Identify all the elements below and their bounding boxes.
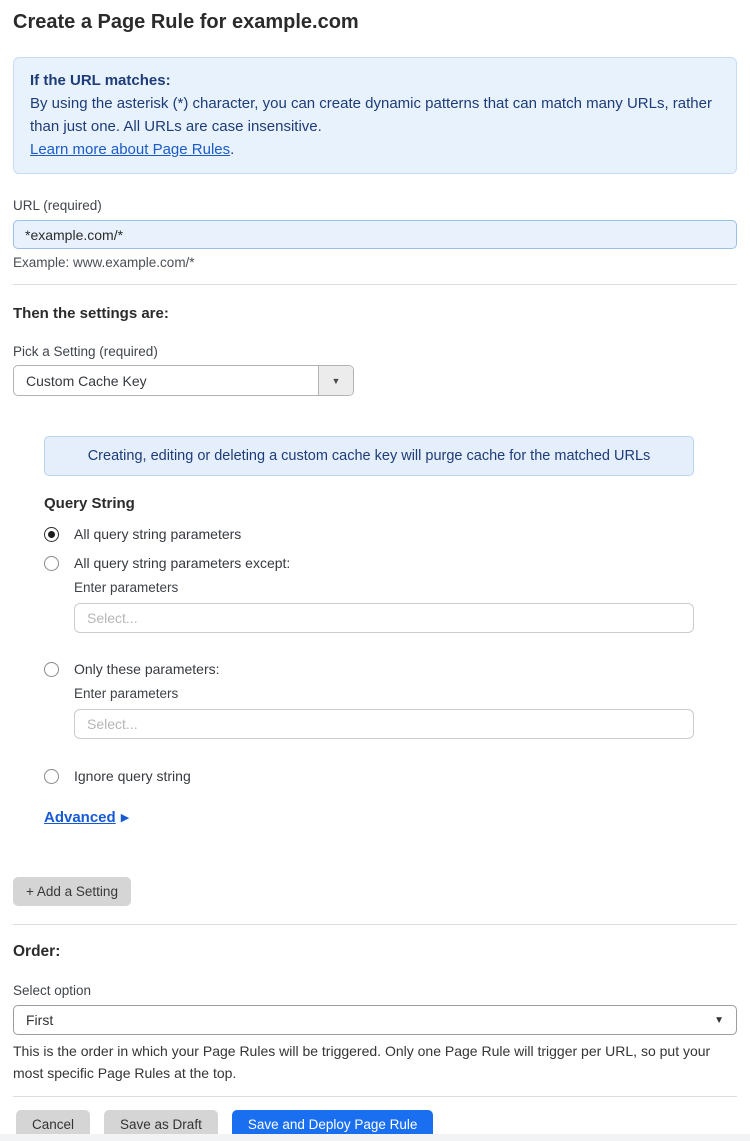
order-heading: Order: <box>13 943 61 960</box>
arrow-right-icon: ▶ <box>120 812 130 824</box>
radio-button-icon[interactable] <box>44 662 59 677</box>
info-box-heading: If the URL matches: <box>30 72 171 89</box>
pick-setting-label: Pick a Setting (required) <box>13 344 158 359</box>
learn-more-link[interactable]: Learn more about Page Rules <box>30 141 231 158</box>
enter-parameters-label: Enter parameters <box>74 580 179 595</box>
advanced-link[interactable] <box>44 809 129 826</box>
cancel-button[interactable]: Cancel <box>16 1110 90 1139</box>
radio-button-icon[interactable] <box>44 556 59 571</box>
setting-dropdown-value: Custom Cache Key <box>26 372 147 389</box>
save-as-draft-button[interactable]: Save as Draft <box>104 1110 218 1139</box>
radio-label: All query string parameters except: <box>74 555 291 571</box>
radio-option-only-these[interactable] <box>44 661 737 677</box>
divider <box>13 1096 737 1097</box>
chevron-down-icon: ▼ <box>714 1014 724 1026</box>
advanced-link-label[interactable]: Advanced <box>44 809 116 826</box>
add-setting-button[interactable]: + Add a Setting <box>13 877 131 906</box>
save-and-deploy-button[interactable]: Save and Deploy Page Rule <box>232 1110 434 1139</box>
order-select[interactable] <box>13 1005 737 1035</box>
only-parameters-input[interactable] <box>74 709 694 739</box>
parameters-except-input[interactable] <box>74 603 694 633</box>
bottom-strip <box>0 1134 750 1141</box>
chevron-down-icon[interactable]: ▼ <box>318 366 353 395</box>
radio-label: Ignore query string <box>74 768 191 784</box>
page-title: Create a Page Rule for example.com <box>13 11 359 33</box>
radio-button-icon[interactable] <box>44 769 59 784</box>
divider <box>13 924 737 925</box>
page-rule-form <box>0 11 750 1139</box>
enter-parameters-label: Enter parameters <box>74 686 179 701</box>
radio-option-ignore-query-string[interactable] <box>44 768 737 784</box>
url-example-text: Example: www.example.com/* <box>13 255 195 270</box>
url-match-info-box <box>13 57 737 174</box>
radio-label: All query string parameters <box>74 526 242 542</box>
info-box-body: By using the asterisk (*) character, you can create dynamic patterns that can match many URLs, rather than just one. All URLs are case insensitive. <box>30 95 712 135</box>
radio-option-all-params-except[interactable] <box>44 555 737 571</box>
url-input[interactable] <box>13 220 737 249</box>
radio-option-all-params[interactable] <box>44 526 737 542</box>
settings-heading: Then the settings are: <box>13 305 169 322</box>
radio-button-icon[interactable] <box>44 527 59 542</box>
cache-key-notice: Creating, editing or deleting a custom cache key will purge cache for the matched URLs <box>44 436 694 476</box>
query-string-heading: Query String <box>44 495 135 512</box>
radio-label: Only these parameters: <box>74 661 220 677</box>
setting-dropdown[interactable] <box>13 365 354 396</box>
info-link-suffix: . <box>230 141 235 158</box>
order-select-label: Select option <box>13 983 92 998</box>
order-select-value: First <box>26 1012 54 1028</box>
divider <box>13 284 737 285</box>
url-field-label: URL (required) <box>13 198 102 213</box>
order-help-text: This is the order in which your Page Rules will be triggered. Only one Page Rule will trigger per URL, so put your most specific Page Rules at the top. <box>13 1043 711 1081</box>
info-link-row <box>30 138 720 161</box>
